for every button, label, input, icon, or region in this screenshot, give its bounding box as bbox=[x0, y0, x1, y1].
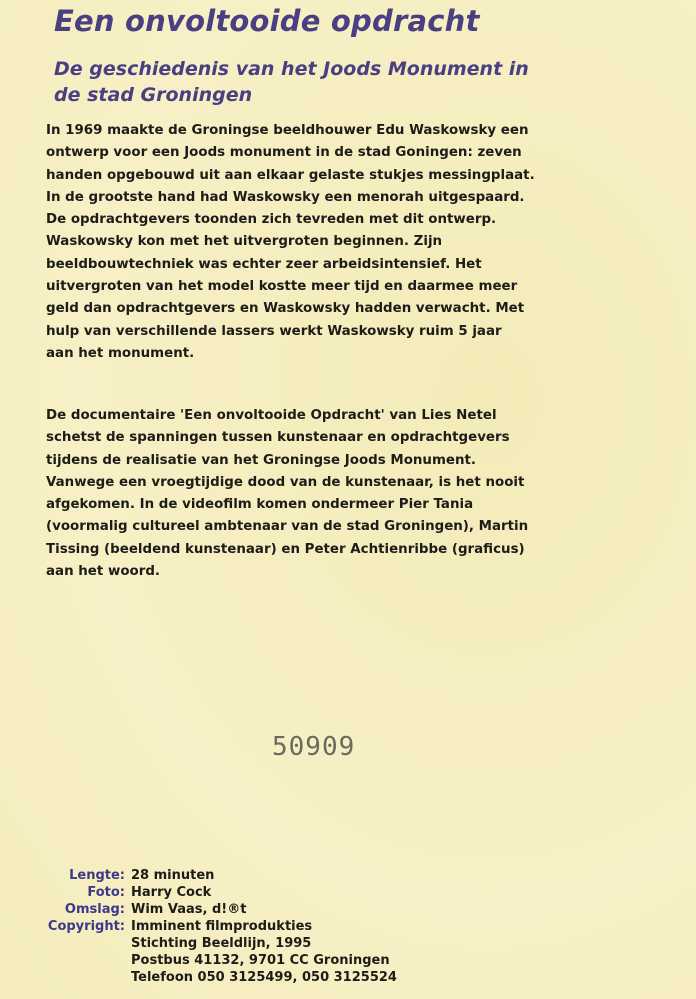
subtitle bbox=[54, 56, 574, 108]
credit-value: Postbus 41132, 9701 CC Groningen bbox=[131, 953, 390, 968]
subtitle-line: De geschiedenis van het Joods Monument in bbox=[54, 58, 529, 80]
text-line: handen opgebouwd uit aan elkaar gelaste stukjes messingplaat. bbox=[46, 167, 535, 183]
text-line: In 1969 maakte de Groningse beeldhouwer Edu Waskowsky een bbox=[46, 123, 529, 138]
credit-label: Omslag: bbox=[64, 902, 125, 917]
credit-label: Lengte: bbox=[69, 868, 125, 883]
text-line: Waskowsky kon met het uitvergroten beginnen. Zijn bbox=[46, 234, 443, 250]
text-line: hulp van verschillende lassers werkt Waskowsky ruim 5 jaar bbox=[46, 323, 502, 339]
credit-value: Imminent filmprodukties bbox=[131, 919, 313, 934]
text-line: geld dan opdrachtgevers en Waskowsky hadden verwacht. Met bbox=[46, 301, 525, 317]
text-line: In de grootste hand had Waskowsky een menorah uitgespaard. bbox=[46, 189, 525, 205]
credit-value: 28 minuten bbox=[131, 868, 215, 883]
credit-value: Stichting Beeldlijn, 1995 bbox=[131, 936, 312, 951]
credit-value: Harry Cock bbox=[131, 885, 212, 900]
page-title: Een onvoltooide opdracht bbox=[54, 4, 480, 38]
text-line: schetst de spanningen tussen kunstenaar en opdrachtgevers bbox=[46, 430, 510, 446]
text-line: aan het monument. bbox=[46, 345, 195, 361]
subtitle-line: de stad Groningen bbox=[54, 84, 253, 106]
paragraph-documentary bbox=[46, 405, 586, 583]
text-line: De opdrachtgevers toonden zich tevreden met dit ontwerp. bbox=[46, 212, 497, 228]
text-line: ontwerp voor een Joods monument in de stad Goningen: zeven bbox=[46, 145, 522, 161]
text-line: Tissing (beeldend kunstenaar) en Peter Achtienribbe (graficus) bbox=[46, 541, 525, 557]
text-line: (voormalig cultureel ambtenaar van de stad Groningen), Martin bbox=[46, 519, 529, 535]
credit-value: Wim Vaas, d!®t bbox=[131, 902, 247, 917]
text-line: beeldbouwtechniek was echter zeer arbeidsintensief. Het bbox=[46, 256, 482, 272]
text-line: De documentaire 'Een onvoltooide Opdracht' van Lies Netel bbox=[46, 408, 497, 423]
text-line: Vanwege een vroegtijdige dood van de kunstenaar, is het nooit bbox=[46, 474, 525, 490]
text-line: afgekomen. In de videofilm komen ondermeer Pier Tania bbox=[46, 497, 474, 513]
credit-label: Foto: bbox=[87, 885, 125, 900]
paragraph-history bbox=[46, 120, 586, 365]
text-line: tijdens de realisatie van het Groningse Joods Monument. bbox=[46, 452, 477, 468]
stamp-number: 50909 bbox=[272, 732, 356, 762]
credit-label: Copyright: bbox=[47, 919, 125, 934]
credit-value: Telefoon 050 3125499, 050 3125524 bbox=[131, 970, 397, 985]
text-line: uitvergroten van het model kostte meer tijd en daarmee meer bbox=[46, 279, 518, 295]
text-line: aan het woord. bbox=[46, 564, 160, 580]
